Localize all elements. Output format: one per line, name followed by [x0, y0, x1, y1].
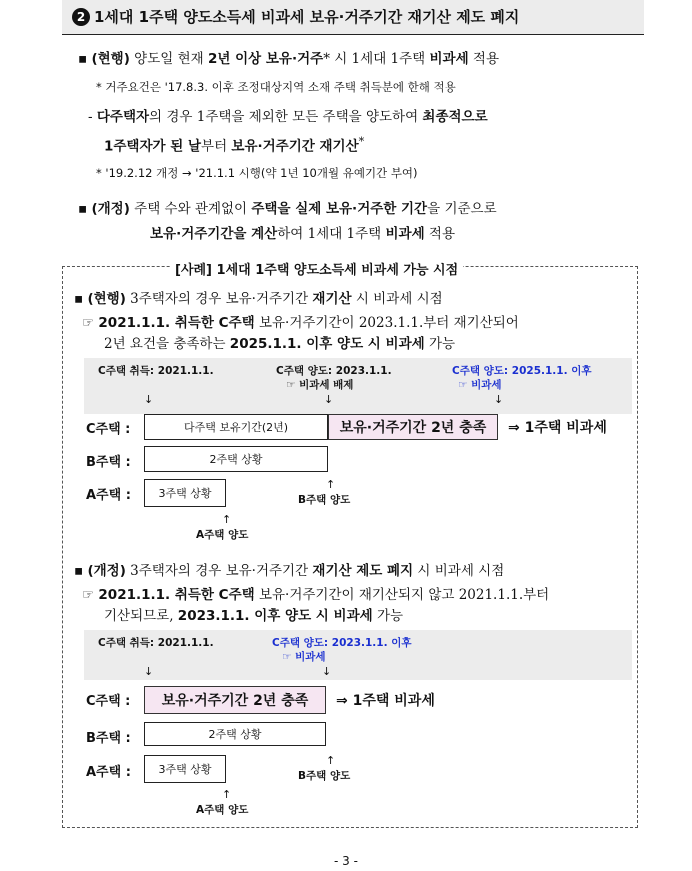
- text: 가능: [424, 336, 456, 352]
- text: 적용: [424, 226, 456, 242]
- text-bold: 최종적으로: [422, 109, 488, 125]
- text: 기산되므로,: [104, 608, 178, 624]
- up-arrow-icon: ↑: [326, 754, 336, 767]
- case1-a-box: 3주택 상황: [144, 479, 226, 507]
- text: 2년 요건을 충족하는: [104, 336, 230, 352]
- case2-c-label: C주택 :: [86, 694, 131, 709]
- text: 의 경우 1주택을 제외한 모든 주택을 양도하여: [149, 109, 423, 125]
- down-arrow-icon: ↓: [494, 393, 504, 406]
- current-note-1: * 거주요건은 '17.8.3. 이후 조정대상지역 소재 주택 취득분에 한해 적용: [96, 80, 456, 94]
- case1-desc-2: [104, 335, 455, 353]
- text-bold: 2021.1.1. 취득한 C주택: [98, 315, 255, 331]
- case1-c-label: C주택 :: [86, 422, 131, 437]
- case2-desc-2: [104, 607, 403, 625]
- case2-sale-label: C주택 양도: 2023.1.1. 이후: [272, 637, 412, 649]
- case1-a-sale: A주택 양도: [196, 529, 249, 541]
- bullet-icon: ▪: [78, 201, 88, 217]
- current-line-1: [78, 50, 499, 68]
- down-arrow-icon: ↓: [322, 665, 332, 678]
- text: 부터: [201, 138, 232, 155]
- text-bold: 2년 이상 보유·거주: [207, 51, 324, 67]
- up-arrow-icon: ↑: [222, 513, 232, 526]
- pointer-icon: ☞: [82, 315, 95, 331]
- case1-b-box: 2주택 상황: [144, 446, 328, 472]
- page-number: - 3 -: [334, 854, 358, 868]
- current-tag: (현행): [91, 51, 130, 67]
- text: 가능: [372, 608, 404, 624]
- footnote-mark: *: [358, 135, 365, 148]
- text-bold: 2025.1.1. 이후 양도 시 비과세: [229, 336, 425, 352]
- current-note-2: * '19.2.12 개정 → '21.1.1 시행(약 1년 10개월 유예기간 부여): [96, 166, 418, 180]
- revised-tag: (개정): [91, 201, 130, 217]
- case2-a-box: 3주택 상황: [144, 755, 226, 783]
- dash: -: [88, 109, 93, 125]
- revised-line-1: [78, 200, 497, 218]
- case1-b-label: B주택 :: [86, 455, 131, 470]
- text: * 시 1세대 1주택: [323, 51, 430, 67]
- text: 양도일 현재: [129, 51, 208, 67]
- case1-b-sale: B주택 양도: [298, 494, 351, 506]
- case2-a-label: A주택 :: [86, 765, 131, 780]
- text: 3주택자의 경우 보유·거주기간: [125, 291, 313, 307]
- down-arrow-icon: ↓: [144, 393, 154, 406]
- case1-c-box-multi: 다주택 보유기간(2년): [144, 414, 328, 440]
- section-number-badge: 2: [72, 8, 90, 26]
- example-title: [사례] 1세대 1주택 양도소득세 비과세 가능 시점: [170, 259, 463, 278]
- case1-acq-label: C주택 취득: 2021.1.1.: [98, 365, 214, 377]
- case1-c-box-satisfied: 보유·거주기간 2년 충족: [328, 414, 498, 440]
- text-bold: 재기산: [312, 291, 352, 307]
- case2-b-label: B주택 :: [86, 731, 131, 746]
- pointer-icon: ☞: [82, 587, 95, 603]
- bullet-icon: ▪: [78, 51, 88, 67]
- case1-desc-1: [82, 314, 519, 332]
- text-bold: 재기산 제도 폐지: [312, 563, 414, 579]
- text: 보유·거주기간이 2023.1.1.부터 재기산되어: [254, 315, 519, 331]
- text-bold: 다주택자: [96, 109, 150, 125]
- text: 적용: [468, 51, 499, 67]
- text-bold: 비과세: [385, 226, 425, 242]
- text-bold: 보유·거주기간 재기산: [231, 138, 359, 155]
- case2-desc-1: [82, 586, 549, 604]
- case1-tag: (현행): [87, 291, 126, 307]
- up-arrow-icon: ↑: [222, 788, 232, 801]
- case1-after-label: C주택 양도: 2025.1.1. 이후: [452, 365, 592, 377]
- text: 주택 수와 관계없이: [129, 201, 252, 217]
- text: 시 비과세 시점: [413, 563, 505, 579]
- bullet-icon: ▪: [74, 291, 84, 307]
- text: 을 기준으로: [427, 201, 497, 217]
- text-bold: 주택을 실제 보유·거주한 기간: [251, 201, 428, 217]
- text-bold: 1주택자가 된 날: [104, 138, 202, 155]
- text: 하여 1세대 1주택: [277, 226, 386, 242]
- up-arrow-icon: ↑: [326, 478, 336, 491]
- section-title: [72, 6, 519, 27]
- text-bold: 비과세: [429, 51, 469, 67]
- case2-a-sale: A주택 양도: [196, 804, 249, 816]
- current-line-2: [88, 108, 488, 126]
- down-arrow-icon: ↓: [144, 665, 154, 678]
- text-bold: 보유·거주기간을 계산: [150, 226, 278, 242]
- case2-sale-sub: ☞ 비과세: [282, 651, 326, 663]
- case1-sale-label: C주택 양도: 2023.1.1.: [276, 365, 392, 377]
- down-arrow-icon: ↓: [324, 393, 334, 406]
- current-line-3: [104, 133, 364, 156]
- case1-a-label: A주택 :: [86, 488, 131, 503]
- case2-c-box-satisfied: 보유·거주기간 2년 충족: [144, 686, 326, 714]
- case2-tag: (개정): [87, 563, 126, 579]
- case2-c-result: ⇒ 1주택 비과세: [336, 693, 435, 709]
- case2-heading: [74, 562, 504, 580]
- case1-after-sub: ☞ 비과세: [458, 379, 502, 391]
- text-bold: 2023.1.1. 이후 양도 시 비과세: [177, 608, 373, 624]
- case2-b-sale: B주택 양도: [298, 770, 351, 782]
- section-title-text: 1세대 1주택 양도소득세 비과세 보유·거주기간 재기산 제도 폐지: [94, 8, 520, 26]
- bullet-icon: ▪: [74, 563, 84, 579]
- case1-c-result: ⇒ 1주택 비과세: [508, 420, 607, 436]
- text: 3주택자의 경우 보유·거주기간: [125, 563, 313, 579]
- text: 보유·거주기간이 재기산되지 않고 2021.1.1.부터: [254, 587, 550, 603]
- revised-line-2: [150, 225, 455, 243]
- case2-b-box: 2주택 상황: [144, 722, 326, 746]
- text-bold: 2021.1.1. 취득한 C주택: [98, 587, 255, 603]
- text: 시 비과세 시점: [351, 291, 443, 307]
- case1-heading: [74, 290, 443, 308]
- case1-sale-sub: ☞ 비과세 배제: [286, 379, 354, 391]
- case2-acq-label: C주택 취득: 2021.1.1.: [98, 637, 214, 649]
